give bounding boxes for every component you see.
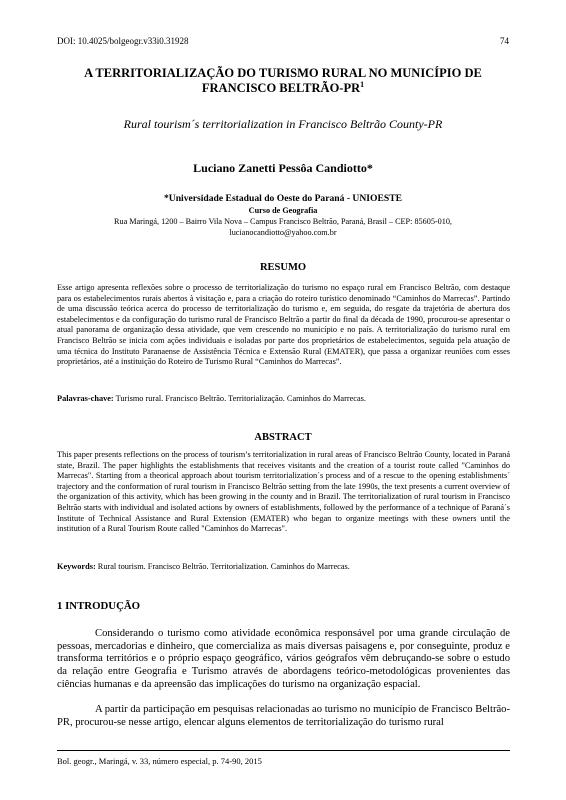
affiliation-address-block <box>40 216 526 238</box>
resumo-heading: RESUMO <box>259 262 307 273</box>
footer-divider <box>57 750 510 751</box>
title-line-1: A TERRITORIALIZAÇÃO DO TURISMO RURAL NO MUNICÍPIO DE <box>84 66 482 80</box>
keywords-label: Keywords: <box>57 562 96 571</box>
resumo-text: Esse artigo apresenta reflexões sobre o processo de territorialização do turismo no espaço rural em Francisco Beltrão, com destaque para os estabelecimentos rurais abertos à visitação e, para a criação do roteiro turístico denominado “Caminhos do Marrecas”. Partindo de uma discussão teórica acerca do processo de territorialização do turismo e, em seguida, do resgate da trajetória de abertura dos estabelecimentos e da configuração do turismo rural de Francisco Beltrão a partir do final da década de 1990, procurou-se apresentar o atual panorama de organização dessa atividade, que vem crescendo no município e no país. A territorialização do turismo rural em Francisco Beltrão se inicia com ações individuais e isoladas por parte dos proprietários de estabelecimentos, seguida pela atuação de uma técnica do Instituto Paranaense de Assistência Técnica e Extensão Rural (EMATER), que passa a organizar reuniões com esses proprietários, até a instituição do Roteiro de Turismo Rural “Caminhos do Marrecas”. <box>57 283 510 367</box>
affiliation-institution: *Universidade Estadual do Oeste do Paraná - UNIOESTE <box>163 193 402 204</box>
abstract-heading: ABSTRACT <box>254 432 312 443</box>
title-line-2-text: FRANCISCO BELTRÃO-PR <box>201 81 361 95</box>
section-heading-introducao: 1 INTRODUÇÃO <box>57 600 141 612</box>
palavras-chave-values: Turismo rural. Francisco Beltrão. Territorialização. Caminhos do Marrecas. <box>115 394 366 403</box>
affiliation-address: Rua Maringá, 1200 – Bairro Vila Nova – Campus Francisco Beltrão, Paraná, Brasil – CEP: 85605-010, <box>114 217 452 226</box>
author-email: lucianocandiotto@yahoo.com.br <box>229 228 337 237</box>
intro-paragraph-2: A partir da participação em pesquisas relacionadas ao turismo no município de Francisco Beltrão-PR, procurou-se nesse artigo, elencar alguns elementos de territorialização do turismo rural <box>57 704 510 728</box>
palavras-chave <box>57 394 510 405</box>
palavras-chave-label: Palavras-chave: <box>57 394 114 403</box>
author-name: Luciano Zanetti Pessôa Candiotto* <box>193 161 373 175</box>
article-title <box>40 66 526 96</box>
doi-label: DOI: 10.4025/bolgeogr.v33i0.31928 <box>57 36 189 46</box>
keywords-values: Rural tourism. Francisco Beltrão. Territorialization. Caminhos do Marrecas. <box>97 562 350 571</box>
keywords <box>57 562 510 573</box>
footnote-mark: 1 <box>360 79 365 89</box>
english-title: Rural tourism´s territorialization in Francisco Beltrão County-PR <box>123 117 443 131</box>
affiliation-department: Curso de Geografia <box>248 206 318 215</box>
title-line-2 <box>40 81 526 96</box>
abstract-text: This paper presents reflections on the process of tourism’s territorialization in rural areas of Francisco Beltrão County, located in Paraná state, Brazil. The paper highlights the establishments that receives visitants and the creation of a tourist route called "Caminhos do Marrecas". Starting from a theorical approach about tourism territorialization´s process and of a rescue to the opening establishments´ trajectory and the conformation of rural tourism in Francisco Beltrão setting from the late 1990s, the text presents a current overview of the organization of this activity, which has been growing in the county and in Brazil. The territorialization of rural tourism in Francisco Beltrão starts with individual and isolated actions by owners of establishments, followed by the performance of a technique of Paraná´s Institute of Technical Assistance and Rural Extension (EMATER) who began to organize meetings with these owners until the institution of a Rural Tourism Route called "Caminhos do Marrecas". <box>57 450 510 534</box>
intro-paragraph-1: Considerando o turismo como atividade econômica responsável por uma grande circulação de pessoas, mercadorias e dinheiro, que comercializa as mais diversas paisagens e, por conseguinte, produz e transforma territórios e o próprio espaço geográfico, vários geógrafos vêm debruçando-se sobre o estudo da relação entre Geografia e Turismo através de abordagens teórico-metodológicas provenientes das ciências humanas e da apreensão das implicações do turismo na organização espacial. <box>57 628 510 690</box>
page-number: 74 <box>500 36 509 46</box>
footer-citation: Bol. geogr., Maringá, v. 33, número especial, p. 74-90, 2015 <box>57 756 262 766</box>
